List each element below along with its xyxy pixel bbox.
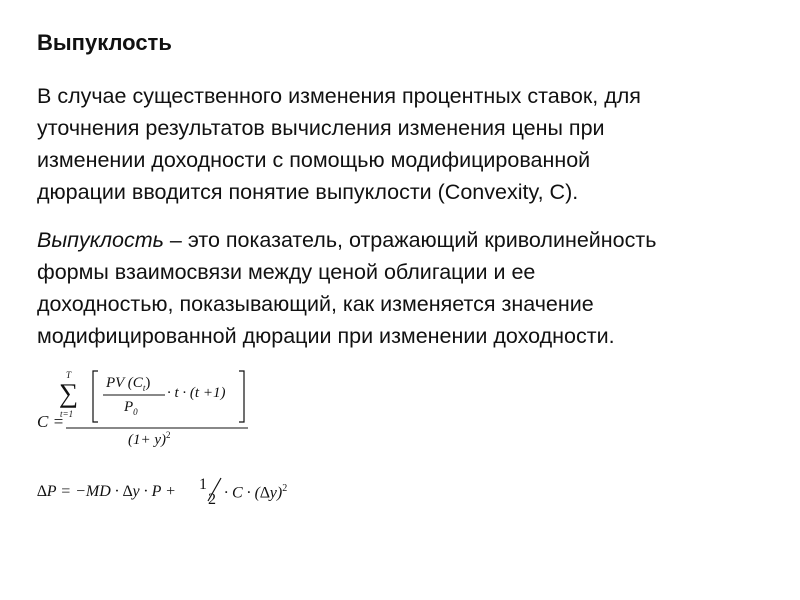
formula-factor: · t · (t +1) [167,385,226,401]
paragraph-intro-line-4: дюрации вводится понятие выпуклости (Convexity, C). [37,180,579,204]
formula-convexity-lhs: C = [37,412,65,431]
sum-lower-limit: t=1 [60,409,74,419]
slide-title: Выпуклость [37,30,172,55]
sigma-icon: ∑ [59,378,79,408]
definition-line-1-rest: – это показатель, отражающий криволинейность [163,228,657,252]
paragraph-intro-line-2: уточнения результатов вычисления изменения цены при [37,116,605,140]
paragraph-definition-line-4: модифицированной дюрации при изменении доходности. [37,324,615,348]
pv-denominator: $P_0$ [124,399,138,417]
pv-numerator: PV $(C_t)$ [106,375,151,393]
definition-term: Выпуклость [37,228,164,252]
formula-denominator: $(1+ y)^2$ [128,430,171,448]
paragraph-definition-line-2: формы взаимосвязи между ценой облигации и ее [37,260,536,284]
half-numerator: 1 [199,476,207,493]
half-denominator: 2 [208,491,216,508]
formula-price-change-rhs: · $C \cdot (\Delta y)^2$ [224,483,288,502]
paragraph-intro-line-3: изменении доходности с помощью модифицированной [37,148,591,172]
paragraph-intro-line-1: В случае существенного изменения процентных ставок, для [37,84,641,108]
paragraph-definition-line-3: доходностью, показывающий, как изменяется значение [37,292,594,316]
formula-price-change-lhs: ∆P = −MD · ∆y · P + [37,483,176,500]
sum-upper-limit: T [66,370,72,380]
